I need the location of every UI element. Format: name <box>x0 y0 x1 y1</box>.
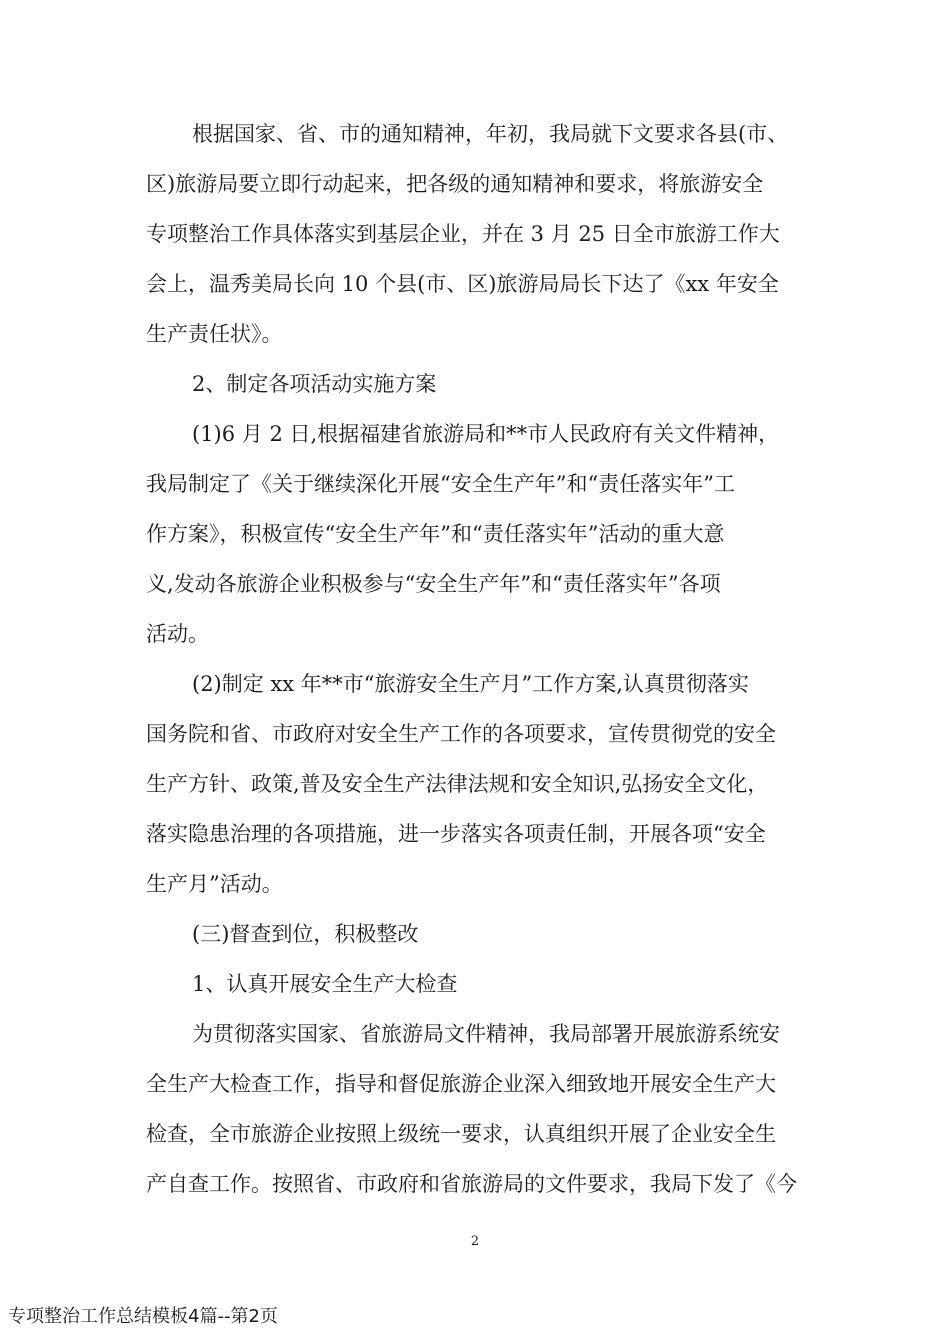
paragraph-line: (2)制定 xx 年**市“旅游安全生产月”工作方案,认真贯彻落实 <box>192 672 749 696</box>
paragraph-line: 全生产大检查工作，指导和督促旅游企业深入细致地开展安全生产大 <box>146 1072 776 1096</box>
paragraph-line: 作方案》，积极宣传“安全生产年”和“责任落实年”活动的重大意 <box>146 522 725 546</box>
paragraph-line: 根据国家、省、市的通知精神，年初，我局就下文要求各县(市、 <box>192 122 789 146</box>
paragraph-line: 义,发动各旅游企业积极参与“安全生产年”和“责任落实年”各项 <box>146 572 721 596</box>
paragraph-line: 活动。 <box>146 622 209 646</box>
paragraph-line: 生产月”活动。 <box>146 872 283 896</box>
footer-title: 专项整治工作总结模板4篇--第2页 <box>8 1306 278 1327</box>
section-heading: (三)督查到位，积极整改 <box>192 922 419 946</box>
paragraph-line: 产自查工作。按照省、市政府和省旅游局的文件要求，我局下发了《今 <box>146 1172 797 1196</box>
paragraph-line: 会上，温秀美局长向 10 个县(市、区)旅游局局长下达了《xx 年安全 <box>146 272 779 296</box>
section-heading: 1、认真开展安全生产大检查 <box>192 972 458 996</box>
paragraph-line: 我局制定了《关于继续深化开展“安全生产年”和“责任落实年”工 <box>146 472 735 496</box>
paragraph-line: 生产方针、政策,普及安全生产法律法规和安全知识,弘扬安全文化， <box>146 772 769 796</box>
paragraph-line: 区)旅游局要立即行动起来，把各级的通知精神和要求，将旅游安全 <box>146 172 764 196</box>
paragraph-line: 生产责任状》。 <box>146 322 283 346</box>
section-heading: 2、制定各项活动实施方案 <box>192 372 437 396</box>
paragraph-line: 落实隐患治理的各项措施，进一步落实各项责任制，开展各项“安全 <box>146 822 766 846</box>
paragraph-line: 专项整治工作具体落实到基层企业，并在 3 月 25 日全市旅游工作大 <box>146 222 780 246</box>
paragraph-line: 为贯彻落实国家、省旅游局文件精神，我局部署开展旅游系统安 <box>192 1022 780 1046</box>
paragraph-line: 检查，全市旅游企业按照上级统一要求，认真组织开展了企业安全生 <box>146 1122 776 1146</box>
page-number: 2 <box>470 1234 480 1249</box>
paragraph-line: (1)6 月 2 日,根据福建省旅游局和**市人民政府有关文件精神， <box>192 422 780 446</box>
paragraph-line: 国务院和省、市政府对安全生产工作的各项要求，宣传贯彻党的安全 <box>146 722 776 746</box>
